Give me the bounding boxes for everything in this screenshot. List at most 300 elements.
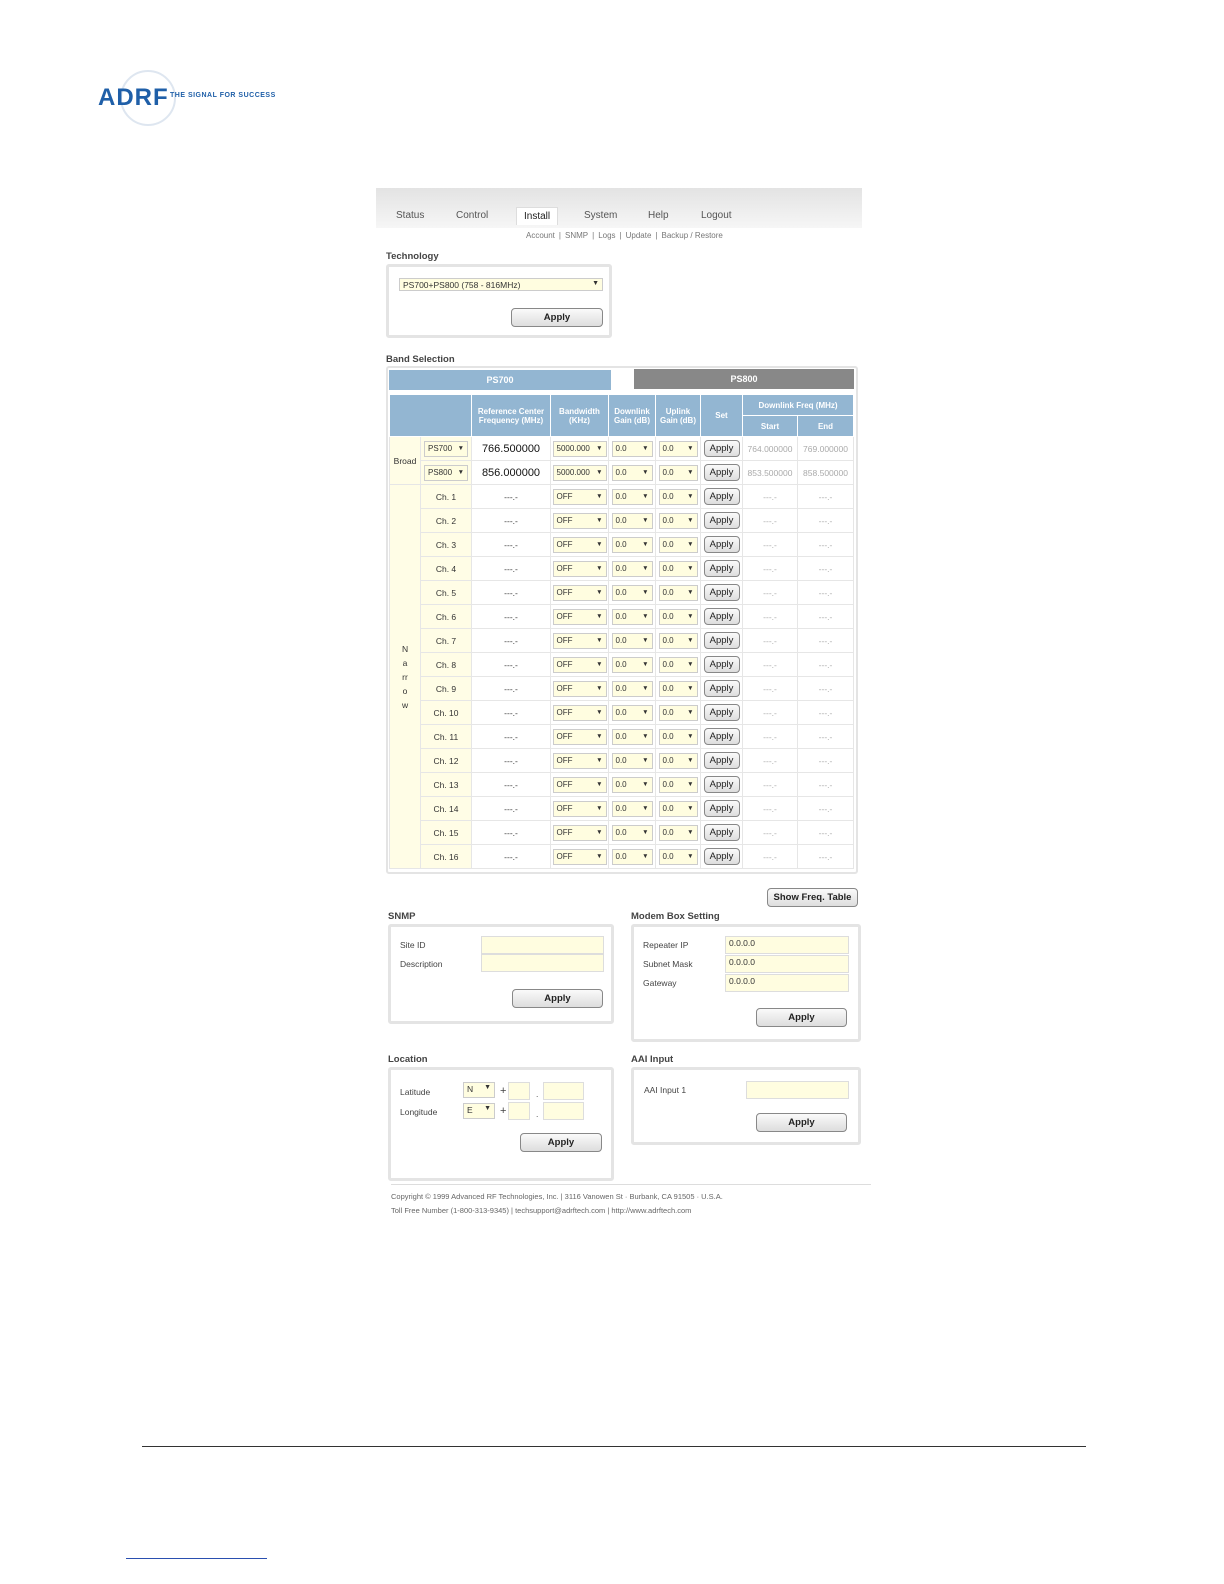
top-nav xyxy=(376,188,862,228)
narrow-label xyxy=(390,485,421,869)
start-freq-cell xyxy=(743,701,798,725)
snmp-title: SNMP xyxy=(388,911,416,922)
end-freq-value: 858.500000 xyxy=(803,467,848,478)
downlink-gain-select[interactable]: 0.0 ▼ xyxy=(612,825,653,841)
uplink-gain-cell xyxy=(656,533,701,557)
description-label: Description xyxy=(400,959,443,969)
set-cell xyxy=(701,437,743,461)
downlink-gain-cell xyxy=(609,725,656,749)
aai-box xyxy=(631,1067,861,1145)
downlink-gain-cell xyxy=(609,749,656,773)
channel-label: Ch. 2 xyxy=(435,515,457,526)
row-apply-button[interactable]: Apply xyxy=(704,584,740,601)
downlink-gain-select[interactable]: 0.0 ▼ xyxy=(612,441,653,457)
description-input[interactable] xyxy=(481,954,604,972)
end-freq-value: ---.- xyxy=(818,707,833,718)
downlink-gain-select[interactable]: 0.0 ▼ xyxy=(612,705,653,721)
uplink-gain-select[interactable]: 0.0 ▼ xyxy=(659,681,698,697)
set-cell xyxy=(701,821,743,845)
channel-label: Ch. 14 xyxy=(433,803,459,814)
end-freq-cell xyxy=(798,557,854,581)
ref-freq-value: ---.- xyxy=(504,755,518,766)
end-freq-value: ---.- xyxy=(818,635,833,646)
start-freq-cell xyxy=(743,677,798,701)
end-freq-value: ---.- xyxy=(818,731,833,742)
gateway-input[interactable]: 0.0.0.0 xyxy=(725,974,849,992)
band-cell xyxy=(421,797,472,821)
end-freq-cell xyxy=(798,749,854,773)
ref-freq-cell xyxy=(472,461,551,485)
downlink-gain-select[interactable]: 0.0 ▼ xyxy=(612,729,653,745)
uplink-gain-select[interactable]: 0.0 ▼ xyxy=(659,609,698,625)
row-apply-button[interactable]: Apply xyxy=(704,824,740,841)
end-freq-value: ---.- xyxy=(818,587,833,598)
downlink-gain-cell xyxy=(609,437,656,461)
end-freq-value: ---.- xyxy=(818,683,833,694)
downlink-gain-cell xyxy=(609,701,656,725)
uplink-gain-cell xyxy=(656,773,701,797)
row-apply-button[interactable]: Apply xyxy=(704,752,740,769)
start-freq-value: ---.- xyxy=(763,683,777,694)
ref-freq-cell xyxy=(472,701,551,725)
narrow-label-text: Narrow xyxy=(402,643,409,710)
subnav-update[interactable]: Update xyxy=(625,231,652,240)
uplink-gain-select[interactable]: 0.0 ▼ xyxy=(659,537,698,553)
uplink-gain-select[interactable]: 0.0 ▼ xyxy=(659,729,698,745)
bandwidth-cell xyxy=(551,485,609,509)
row-apply-button[interactable]: Apply xyxy=(704,440,740,457)
row-apply-button[interactable]: Apply xyxy=(704,536,740,553)
technology-select[interactable]: PS700+PS800 (758 - 816MHz) ▼ xyxy=(399,278,603,291)
ref-freq-value: ---.- xyxy=(504,851,518,862)
start-freq-cell xyxy=(743,581,798,605)
uplink-gain-cell xyxy=(656,797,701,821)
location-title: Location xyxy=(388,1054,428,1065)
uplink-gain-select[interactable]: 0.0 ▼ xyxy=(659,441,698,457)
start-freq-value: ---.- xyxy=(763,611,777,622)
row-apply-button[interactable]: Apply xyxy=(704,464,740,481)
channel-label: Ch. 11 xyxy=(433,731,459,742)
start-freq-value: ---.- xyxy=(763,587,777,598)
downlink-gain-select[interactable]: 0.0 ▼ xyxy=(612,489,653,505)
uplink-gain-select[interactable]: 0.0 ▼ xyxy=(659,513,698,529)
table-row xyxy=(390,653,854,677)
channel-label: Ch. 5 xyxy=(435,587,457,598)
table-row xyxy=(390,725,854,749)
header-uplink-gain: Uplink Gain (dB) xyxy=(656,395,701,437)
start-freq-cell xyxy=(743,485,798,509)
ref-freq-value[interactable]: 856.000000 xyxy=(481,466,541,479)
start-freq-value: ---.- xyxy=(763,659,777,670)
band-cell xyxy=(421,845,472,869)
uplink-gain-select[interactable]: 0.0 ▼ xyxy=(659,801,698,817)
downlink-gain-cell xyxy=(609,557,656,581)
row-apply-button[interactable]: Apply xyxy=(704,800,740,817)
bandwidth-select[interactable]: OFF ▼ xyxy=(553,489,607,505)
site-id-label: Site ID xyxy=(400,940,426,950)
latitude-dot: . xyxy=(536,1089,539,1099)
ref-freq-cell xyxy=(472,509,551,533)
ref-freq-value: ---.- xyxy=(504,731,518,742)
tab-help[interactable]: Help xyxy=(648,210,669,221)
table-row xyxy=(390,581,854,605)
ref-freq-cell xyxy=(472,605,551,629)
start-freq-value: ---.- xyxy=(763,851,777,862)
latitude-plus: + xyxy=(500,1085,507,1097)
bandwidth-select[interactable]: OFF ▼ xyxy=(553,633,607,649)
end-freq-cell xyxy=(798,509,854,533)
aai-apply-button[interactable]: Apply xyxy=(756,1113,847,1132)
bandwidth-select[interactable]: OFF ▼ xyxy=(553,681,607,697)
bandwidth-cell xyxy=(551,629,609,653)
start-freq-value: ---.- xyxy=(763,515,777,526)
ref-freq-cell xyxy=(472,581,551,605)
aai-input-field[interactable] xyxy=(746,1081,849,1099)
band-cell xyxy=(421,749,472,773)
web-ui-screenshot xyxy=(376,188,862,1218)
end-freq-value: 769.000000 xyxy=(803,443,848,454)
channel-label: Ch. 16 xyxy=(433,851,459,862)
uplink-gain-cell xyxy=(656,749,701,773)
longitude-direction-select[interactable]: E ▼ xyxy=(463,1103,495,1119)
set-cell xyxy=(701,581,743,605)
row-apply-button[interactable]: Apply xyxy=(704,488,740,505)
ref-freq-value: ---.- xyxy=(504,827,518,838)
bandwidth-select[interactable]: OFF ▼ xyxy=(553,825,607,841)
start-freq-cell xyxy=(743,605,798,629)
downlink-gain-cell xyxy=(609,797,656,821)
downlink-gain-select[interactable]: 0.0 ▼ xyxy=(612,753,653,769)
start-freq-cell xyxy=(743,437,798,461)
adrf-logo xyxy=(98,70,278,122)
uplink-gain-cell xyxy=(656,581,701,605)
uplink-gain-select[interactable]: 0.0 ▼ xyxy=(659,633,698,649)
broad-label-text: Broad xyxy=(393,455,417,466)
uplink-gain-select[interactable]: 0.0 ▼ xyxy=(659,585,698,601)
tab-control[interactable]: Control xyxy=(456,210,489,221)
uplink-gain-select[interactable]: 0.0 ▼ xyxy=(659,825,698,841)
channel-label: Ch. 1 xyxy=(435,491,457,502)
downlink-gain-select[interactable]: 0.0 ▼ xyxy=(612,585,653,601)
downlink-gain-cell xyxy=(609,677,656,701)
table-row xyxy=(390,701,854,725)
uplink-gain-cell xyxy=(656,437,701,461)
downlink-gain-select[interactable]: 0.0 ▼ xyxy=(612,801,653,817)
start-freq-cell xyxy=(743,629,798,653)
start-freq-cell xyxy=(743,797,798,821)
bandwidth-cell xyxy=(551,605,609,629)
ref-freq-value: ---.- xyxy=(504,707,518,718)
bandwidth-select[interactable]: OFF ▼ xyxy=(553,585,607,601)
channel-label: Ch. 8 xyxy=(435,659,457,670)
start-freq-cell xyxy=(743,461,798,485)
table-row xyxy=(390,749,854,773)
header-downlink-freq: Downlink Freq (MHz) xyxy=(743,395,854,416)
location-apply-button[interactable]: Apply xyxy=(520,1133,602,1152)
end-freq-value: ---.- xyxy=(818,827,833,838)
row-apply-button[interactable]: Apply xyxy=(704,632,740,649)
set-cell xyxy=(701,653,743,677)
band-cell xyxy=(421,629,472,653)
band-cell xyxy=(421,677,472,701)
header-blank xyxy=(390,395,472,437)
bandwidth-cell xyxy=(551,749,609,773)
ref-freq-cell xyxy=(472,557,551,581)
end-freq-value: ---.- xyxy=(818,755,833,766)
end-freq-cell xyxy=(798,437,854,461)
uplink-gain-cell xyxy=(656,605,701,629)
start-freq-cell xyxy=(743,653,798,677)
downlink-gain-select[interactable]: 0.0 ▼ xyxy=(612,465,653,481)
ref-freq-value: ---.- xyxy=(504,611,518,622)
bandwidth-select[interactable]: OFF ▼ xyxy=(553,753,607,769)
tab-status[interactable]: Status xyxy=(396,210,425,221)
snmp-apply-button[interactable]: Apply xyxy=(512,989,603,1008)
band-table xyxy=(389,394,854,869)
set-cell xyxy=(701,557,743,581)
tab-system[interactable]: System xyxy=(584,210,618,221)
band-cell xyxy=(421,725,472,749)
uplink-gain-select[interactable]: 0.0 ▼ xyxy=(659,753,698,769)
bandwidth-select[interactable]: OFF ▼ xyxy=(553,849,607,865)
bandwidth-select[interactable]: OFF ▼ xyxy=(553,561,607,577)
start-freq-value: 764.000000 xyxy=(747,443,793,454)
ref-freq-value: ---.- xyxy=(504,563,518,574)
downlink-gain-select[interactable]: 0.0 ▼ xyxy=(612,537,653,553)
start-freq-value: ---.- xyxy=(763,779,777,790)
band-cell xyxy=(421,557,472,581)
subnav-logs[interactable]: Logs xyxy=(598,231,616,240)
subnav-snmp[interactable]: SNMP xyxy=(564,231,589,240)
tab-ps700[interactable]: PS700 xyxy=(389,370,611,390)
end-freq-value: ---.- xyxy=(818,515,833,526)
ref-freq-value: ---.- xyxy=(504,803,518,814)
longitude-label: Longitude xyxy=(400,1107,438,1117)
header-end: End xyxy=(798,416,854,437)
uplink-gain-select[interactable]: 0.0 ▼ xyxy=(659,465,698,481)
bandwidth-select[interactable]: OFF ▼ xyxy=(553,513,607,529)
bandwidth-select[interactable]: OFF ▼ xyxy=(553,705,607,721)
set-cell xyxy=(701,629,743,653)
start-freq-cell xyxy=(743,773,798,797)
bandwidth-cell xyxy=(551,845,609,869)
show-freq-table-button[interactable]: Show Freq. Table xyxy=(767,888,858,907)
uplink-gain-cell xyxy=(656,629,701,653)
repeater-ip-input[interactable]: 0.0.0.0 xyxy=(725,936,849,954)
channel-label: Ch. 10 xyxy=(433,707,459,718)
ref-freq-cell xyxy=(472,677,551,701)
start-freq-value: ---.- xyxy=(763,803,777,814)
subnet-mask-input[interactable]: 0.0.0.0 xyxy=(725,955,849,973)
bandwidth-select[interactable]: OFF ▼ xyxy=(553,777,607,793)
downlink-gain-select[interactable]: 0.0 ▼ xyxy=(612,609,653,625)
bandwidth-select[interactable]: OFF ▼ xyxy=(553,801,607,817)
band-select[interactable]: PS700 ▼ xyxy=(424,441,468,457)
channel-label: Ch. 7 xyxy=(435,635,457,646)
bandwidth-cell xyxy=(551,533,609,557)
band-cell xyxy=(421,605,472,629)
bandwidth-cell xyxy=(551,773,609,797)
start-freq-value: ---.- xyxy=(763,491,777,502)
bandwidth-cell xyxy=(551,653,609,677)
bandwidth-cell xyxy=(551,821,609,845)
longitude-minutes-input[interactable] xyxy=(543,1102,584,1120)
uplink-gain-cell xyxy=(656,509,701,533)
footer-copyright: Copyright © 1999 Advanced RF Technologies, Inc. | 3116 Vanowen St · Burbank, CA 91505 · U.S.A. xyxy=(391,1192,723,1201)
set-cell xyxy=(701,749,743,773)
downlink-gain-select[interactable]: 0.0 ▼ xyxy=(612,849,653,865)
latitude-label: Latitude xyxy=(400,1087,431,1097)
uplink-gain-select[interactable]: 0.0 ▼ xyxy=(659,657,698,673)
downlink-gain-cell xyxy=(609,821,656,845)
end-freq-cell xyxy=(798,701,854,725)
band-cell xyxy=(421,485,472,509)
start-freq-value: ---.- xyxy=(763,707,777,718)
technology-apply-button[interactable]: Apply xyxy=(511,308,603,327)
downlink-gain-select[interactable]: 0.0 ▼ xyxy=(612,657,653,673)
uplink-gain-select[interactable]: 0.0 ▼ xyxy=(659,561,698,577)
table-row xyxy=(390,821,854,845)
bandwidth-select[interactable]: OFF ▼ xyxy=(553,537,607,553)
tab-logout[interactable]: Logout xyxy=(701,210,732,221)
logo-tagline: THE SIGNAL FOR SUCCESS xyxy=(170,92,276,99)
start-freq-value: ---.- xyxy=(763,539,777,550)
downlink-gain-cell xyxy=(609,629,656,653)
ref-freq-value: ---.- xyxy=(504,491,518,502)
row-apply-button[interactable]: Apply xyxy=(704,608,740,625)
ref-freq-cell xyxy=(472,437,551,461)
table-row xyxy=(390,677,854,701)
band-cell xyxy=(421,653,472,677)
row-apply-button[interactable]: Apply xyxy=(704,728,740,745)
header-ref-freq: Reference Center Frequency (MHz) xyxy=(472,395,551,437)
row-apply-button[interactable]: Apply xyxy=(704,776,740,793)
bandwidth-cell xyxy=(551,701,609,725)
ref-freq-cell xyxy=(472,845,551,869)
uplink-gain-select[interactable]: 0.0 ▼ xyxy=(659,777,698,793)
uplink-gain-select[interactable]: 0.0 ▼ xyxy=(659,849,698,865)
downlink-gain-select[interactable]: 0.0 ▼ xyxy=(612,513,653,529)
ref-freq-value[interactable]: 766.500000 xyxy=(481,442,541,455)
end-freq-value: ---.- xyxy=(818,611,833,622)
subnav-account[interactable]: Account xyxy=(526,231,555,240)
tab-install[interactable]: Install xyxy=(516,207,558,225)
row-apply-button[interactable]: Apply xyxy=(704,512,740,529)
snmp-box xyxy=(388,924,614,1024)
bandwidth-cell xyxy=(551,437,609,461)
ref-freq-value: ---.- xyxy=(504,779,518,790)
start-freq-cell xyxy=(743,533,798,557)
ref-freq-value: ---.- xyxy=(504,635,518,646)
bandwidth-select[interactable]: OFF ▼ xyxy=(553,657,607,673)
downlink-gain-cell xyxy=(609,509,656,533)
downlink-gain-select[interactable]: 0.0 ▼ xyxy=(612,777,653,793)
band-cell xyxy=(421,509,472,533)
end-freq-value: ---.- xyxy=(818,491,833,502)
set-cell xyxy=(701,605,743,629)
bandwidth-select[interactable]: 5000.000 ▼ xyxy=(553,441,607,457)
downlink-gain-select[interactable]: 0.0 ▼ xyxy=(612,633,653,649)
ref-freq-cell xyxy=(472,821,551,845)
row-apply-button[interactable]: Apply xyxy=(704,656,740,673)
technology-title: Technology xyxy=(386,251,439,262)
set-cell xyxy=(701,797,743,821)
ref-freq-cell xyxy=(472,749,551,773)
band-cell xyxy=(421,821,472,845)
end-freq-value: ---.- xyxy=(818,803,833,814)
modem-apply-button[interactable]: Apply xyxy=(756,1008,847,1027)
table-row xyxy=(390,509,854,533)
row-apply-button[interactable]: Apply xyxy=(704,560,740,577)
end-freq-value: ---.- xyxy=(818,851,833,862)
subnav-backup[interactable]: Backup / Restore xyxy=(661,231,723,240)
channel-label: Ch. 6 xyxy=(435,611,457,622)
start-freq-cell xyxy=(743,509,798,533)
row-apply-button[interactable]: Apply xyxy=(704,680,740,697)
start-freq-value: ---.- xyxy=(763,563,777,574)
bandwidth-select[interactable]: 5000.000 ▼ xyxy=(553,465,607,481)
subnet-mask-label: Subnet Mask xyxy=(643,959,693,969)
uplink-gain-cell xyxy=(656,701,701,725)
start-freq-cell xyxy=(743,821,798,845)
channel-label: Ch. 3 xyxy=(435,539,457,550)
end-freq-value: ---.- xyxy=(818,563,833,574)
end-freq-cell xyxy=(798,821,854,845)
uplink-gain-select[interactable]: 0.0 ▼ xyxy=(659,489,698,505)
ref-freq-value: ---.- xyxy=(504,659,518,670)
longitude-dot: . xyxy=(536,1109,539,1119)
downlink-gain-select[interactable]: 0.0 ▼ xyxy=(612,561,653,577)
footer-divider xyxy=(391,1184,871,1185)
footer-contact: Toll Free Number (1-800-313-9345) | techsupport@adrftech.com | http://www.adrftech.com xyxy=(391,1206,692,1215)
row-apply-button[interactable]: Apply xyxy=(704,848,740,865)
set-cell xyxy=(701,509,743,533)
start-freq-cell xyxy=(743,557,798,581)
downlink-gain-cell xyxy=(609,533,656,557)
bandwidth-select[interactable]: OFF ▼ xyxy=(553,729,607,745)
row-apply-button[interactable]: Apply xyxy=(704,704,740,721)
set-cell xyxy=(701,533,743,557)
start-freq-value: ---.- xyxy=(763,827,777,838)
set-cell xyxy=(701,725,743,749)
latitude-minutes-input[interactable] xyxy=(543,1082,584,1100)
longitude-degrees-input[interactable] xyxy=(508,1102,530,1120)
footer xyxy=(391,1190,723,1218)
ref-freq-value: ---.- xyxy=(504,587,518,598)
tab-ps800[interactable]: PS800 xyxy=(634,369,854,389)
longitude-plus: + xyxy=(500,1105,507,1117)
latitude-direction-select[interactable]: N ▼ xyxy=(463,1082,495,1098)
downlink-gain-cell xyxy=(609,605,656,629)
table-row xyxy=(390,629,854,653)
site-id-input[interactable] xyxy=(481,936,604,954)
band-cell xyxy=(421,533,472,557)
end-freq-cell xyxy=(798,581,854,605)
uplink-gain-cell xyxy=(656,677,701,701)
footer-link-underline xyxy=(126,1558,267,1559)
start-freq-value: ---.- xyxy=(763,731,777,742)
latitude-degrees-input[interactable] xyxy=(508,1082,530,1100)
bandwidth-select[interactable]: OFF ▼ xyxy=(553,609,607,625)
band-select[interactable]: PS800 ▼ xyxy=(424,465,468,481)
downlink-gain-select[interactable]: 0.0 ▼ xyxy=(612,681,653,697)
uplink-gain-select[interactable]: 0.0 ▼ xyxy=(659,705,698,721)
end-freq-value: ---.- xyxy=(818,659,833,670)
uplink-gain-cell xyxy=(656,653,701,677)
ref-freq-cell xyxy=(472,485,551,509)
set-cell xyxy=(701,845,743,869)
bandwidth-cell xyxy=(551,557,609,581)
